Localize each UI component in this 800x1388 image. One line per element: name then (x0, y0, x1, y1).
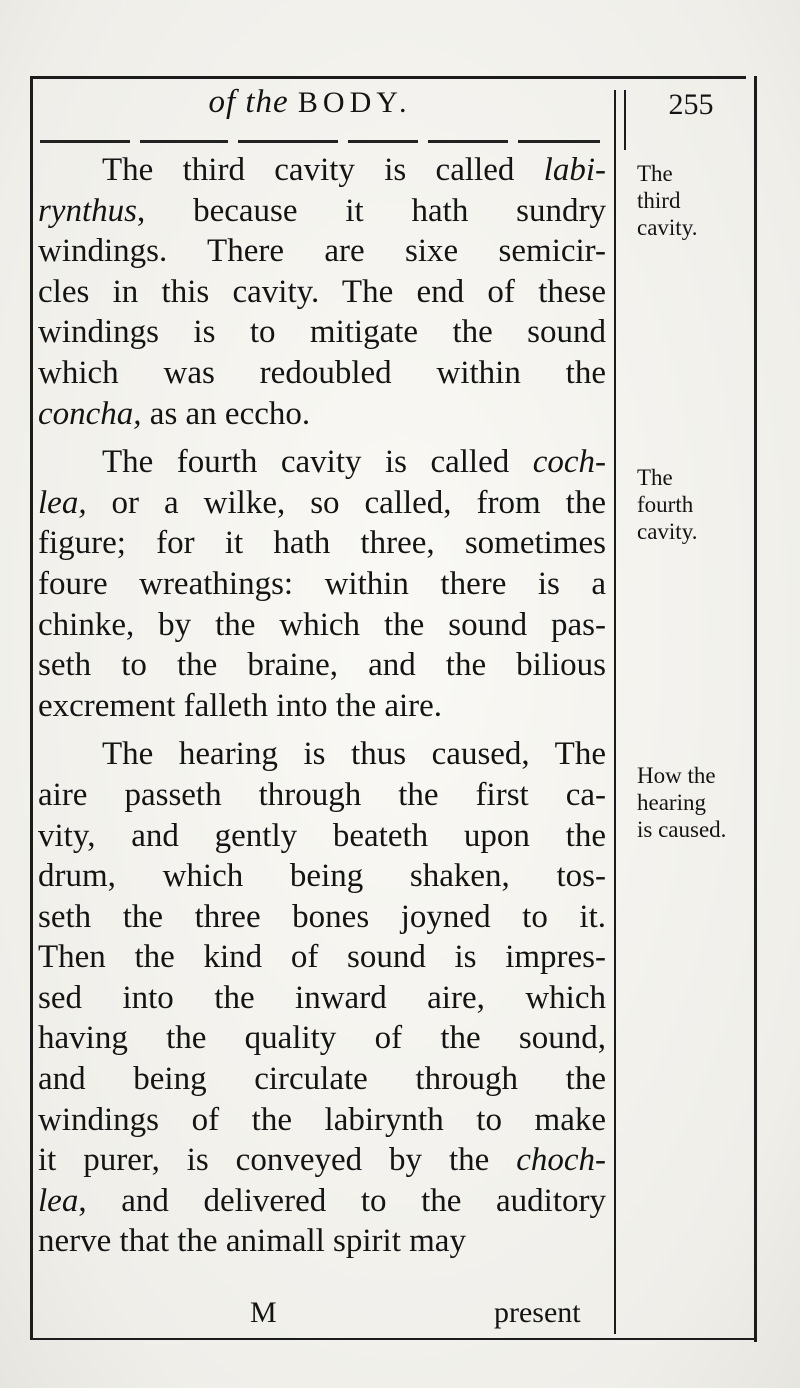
text-run: and being circulate through the (38, 1061, 606, 1098)
paragraph-gap (38, 434, 606, 442)
body-text (38, 150, 606, 1262)
italic-term: concha, (38, 395, 142, 432)
text-run: aire passeth through the first ca- (38, 776, 606, 813)
text-line (38, 645, 606, 686)
page-number: 255 (668, 88, 714, 121)
margin-note-line: third (637, 188, 681, 213)
text-line (38, 978, 606, 1019)
text-run: The hearing is thus caused, The (102, 736, 606, 773)
dash-segment (238, 140, 338, 143)
margin-note-line: fourth (637, 492, 694, 517)
text-run: windings of the labirynth to make (38, 1101, 606, 1138)
text-run: foure wreathings: within there is a (38, 565, 606, 602)
text-run: it purer, is conveyed by the (38, 1142, 517, 1179)
margin-note-fourth-cavity (637, 464, 761, 545)
text-line (38, 775, 606, 816)
text-line (38, 897, 606, 938)
text-line (38, 605, 606, 646)
text-run: figure; for it hath three, sometimes (38, 525, 606, 562)
margin-note-line: cavity. (637, 519, 698, 544)
text-run: excrement falleth into the aire. (38, 687, 443, 724)
margin-note-line: The (637, 161, 673, 186)
left-rule (30, 76, 33, 1340)
dash-segment (428, 140, 508, 143)
signature-mark: M (250, 1296, 277, 1329)
running-head (120, 84, 500, 121)
text-run: windings. There are sixe semicir- (38, 233, 606, 270)
margin-note-hearing (637, 762, 761, 843)
text-run: or a wilke, so called, from the (86, 484, 606, 521)
italic-term: labi- (543, 152, 606, 188)
margin-note-line: The (637, 465, 673, 490)
running-head-caps: BODY. (297, 86, 412, 119)
text-line (38, 686, 606, 727)
italic-term: lea, (38, 484, 87, 521)
text-run: which was redoubled within the (38, 354, 606, 391)
paragraph (38, 442, 606, 726)
text-run: windings is to mitigate the sound (38, 314, 606, 351)
dash-segment (348, 140, 418, 143)
text-run: sed into the inward aire, which (38, 979, 606, 1016)
right-rule (754, 76, 757, 1342)
margin-note-line: cavity. (637, 215, 698, 240)
text-run: seth the three bones joyned to it. (38, 898, 606, 935)
text-line (38, 564, 606, 605)
bottom-rule (30, 1338, 757, 1340)
paragraph-gap (38, 726, 606, 734)
text-line (38, 312, 606, 353)
text-line (38, 734, 606, 775)
text-line (38, 191, 606, 232)
paragraph (38, 734, 606, 1262)
italic-term: rynthus (38, 192, 137, 229)
text-line (38, 442, 606, 483)
header-dash-rule (40, 140, 600, 146)
text-run: seth to the braine, and the bilious (38, 647, 606, 684)
margin-note-line: hearing (637, 790, 706, 815)
text-line (38, 231, 606, 272)
margin-note-third-cavity (637, 160, 761, 241)
text-line (38, 483, 606, 524)
italic-term: lea (38, 1182, 79, 1219)
dash-segment (140, 140, 228, 143)
text-line (38, 150, 606, 191)
text-line (38, 1181, 606, 1222)
paragraph (38, 150, 606, 434)
text-line (38, 523, 606, 564)
text-line (38, 353, 606, 394)
italic-term: coch- (532, 444, 606, 481)
text-run: vity, and gently beateth upon the (38, 817, 606, 854)
text-run: drum, which being shaken, tos- (38, 858, 606, 895)
text-line (38, 1100, 606, 1141)
text-line (38, 856, 606, 897)
top-rule (30, 76, 746, 79)
text-run: Then the kind of sound is impres- (38, 939, 606, 976)
text-line (38, 272, 606, 313)
text-run: , because it hath sundry (137, 192, 606, 229)
text-line (38, 816, 606, 857)
margin-note-line: How the (637, 763, 716, 788)
text-line (38, 1140, 606, 1181)
text-run: The fourth cavity is called (102, 444, 533, 481)
text-line (38, 1221, 606, 1262)
text-run: nerve that the animall spirit may (38, 1223, 466, 1260)
margin-divider-inner (624, 90, 626, 150)
text-line (38, 937, 606, 978)
italic-term: choch- (516, 1142, 606, 1179)
text-line (38, 394, 606, 435)
dash-segment (40, 140, 130, 143)
text-line (38, 1018, 606, 1059)
catchword: present (494, 1296, 581, 1329)
text-run: as an eccho. (141, 395, 311, 432)
margin-note-line: is caused. (637, 817, 727, 842)
margin-divider (614, 90, 616, 1334)
running-head-prefix: of the (208, 84, 298, 120)
text-run: cles in this cavity. The end of these (38, 273, 606, 310)
text-run: The third cavity is called (102, 152, 544, 188)
dash-segment (518, 140, 600, 143)
text-run: having the quality of the sound, (38, 1020, 606, 1057)
text-run: chinke, by the which the sound pas- (38, 606, 606, 643)
text-run: , and delivered to the auditory (78, 1182, 606, 1219)
text-line (38, 1059, 606, 1100)
